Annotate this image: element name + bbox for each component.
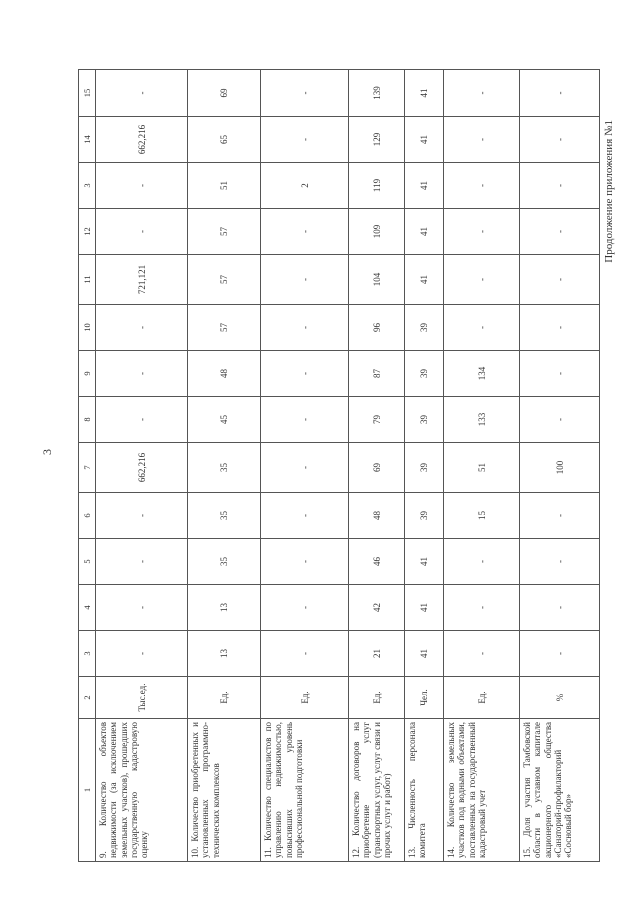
header-cell: 15 [79, 70, 96, 117]
value-cell: 42 [349, 585, 405, 631]
value-cell: 45 [188, 397, 261, 443]
value-cell: - [96, 539, 188, 585]
unit-cell: Ед. [188, 677, 261, 719]
table-row [261, 70, 349, 862]
value-cell: 51 [188, 163, 261, 209]
value-cell: - [520, 631, 600, 677]
value-cell: - [96, 493, 188, 539]
value-cell: 129 [349, 117, 405, 163]
value-cell: - [96, 631, 188, 677]
header-cell: 10 [79, 305, 96, 351]
value-cell: 13 [188, 631, 261, 677]
value-cell: 104 [349, 255, 405, 305]
value-cell: 41 [405, 255, 444, 305]
value-cell: 21 [349, 631, 405, 677]
header-cell: 2 [79, 677, 96, 719]
indicator-name: 10. Количество приобретенных и установленных программно-технических комплексов [188, 719, 261, 862]
value-cell: - [261, 305, 349, 351]
unit-cell: Тыс.ед. [96, 677, 188, 719]
value-cell: - [444, 631, 520, 677]
value-cell: 41 [405, 163, 444, 209]
value-cell: 65 [188, 117, 261, 163]
value-cell: - [520, 117, 600, 163]
table-row [96, 70, 188, 862]
value-cell: - [444, 585, 520, 631]
value-cell: - [261, 70, 349, 117]
value-cell: 133 [444, 397, 520, 443]
value-cell: 15 [444, 493, 520, 539]
value-cell: 662,216 [96, 443, 188, 493]
value-cell: - [261, 397, 349, 443]
page-number: 3 [40, 449, 54, 455]
value-cell: 41 [405, 631, 444, 677]
value-cell: 39 [405, 397, 444, 443]
value-cell: 41 [405, 70, 444, 117]
value-cell: - [96, 397, 188, 443]
value-cell: - [520, 305, 600, 351]
value-cell: 41 [405, 117, 444, 163]
value-cell: - [444, 70, 520, 117]
value-cell: - [261, 351, 349, 397]
value-cell: - [444, 255, 520, 305]
indicator-name: 9. Количество объектов недвижимости (за исключением земельных участков), прошедших государственную кадастровую оценку [96, 719, 188, 862]
value-cell: 139 [349, 70, 405, 117]
indicator-name: 13. Численность персонала комитета [405, 719, 444, 862]
appendix-caption: Продолжение приложения №1 [603, 120, 615, 263]
value-cell: 51 [444, 443, 520, 493]
value-cell: 39 [405, 443, 444, 493]
value-cell: 79 [349, 397, 405, 443]
header-cell: 6 [79, 493, 96, 539]
rotated-table-container [78, 70, 582, 862]
value-cell: - [444, 305, 520, 351]
value-cell: 41 [405, 209, 444, 255]
header-cell: 12 [79, 209, 96, 255]
indicator-name: 14. Количество земельных участков под водными объектами, поставленных на государственный кадастровый учет [444, 719, 520, 862]
value-cell: 57 [188, 255, 261, 305]
value-cell: - [444, 209, 520, 255]
value-cell: 662,216 [96, 117, 188, 163]
header-cell: 11 [79, 255, 96, 305]
value-cell: 46 [349, 539, 405, 585]
value-cell: - [261, 117, 349, 163]
value-cell: 96 [349, 305, 405, 351]
value-cell: - [261, 443, 349, 493]
value-cell: 39 [405, 351, 444, 397]
value-cell: 35 [188, 493, 261, 539]
indicator-name: 11. Количество специалистов по управлению недвижимостью, повысивших уровень профессиональной подготовки [261, 719, 349, 862]
value-cell: 119 [349, 163, 405, 209]
value-cell: 41 [405, 539, 444, 585]
value-cell: - [520, 209, 600, 255]
header-cell: 4 [79, 585, 96, 631]
value-cell: 69 [188, 70, 261, 117]
unit-cell: Ед. [261, 677, 349, 719]
unit-cell: Ед. [349, 677, 405, 719]
value-cell: - [261, 209, 349, 255]
table-row [188, 70, 261, 862]
value-cell: - [96, 163, 188, 209]
value-cell: 41 [405, 585, 444, 631]
header-cell: 5 [79, 539, 96, 585]
value-cell: 721,121 [96, 255, 188, 305]
value-cell: 87 [349, 351, 405, 397]
value-cell: - [261, 631, 349, 677]
value-cell: - [96, 70, 188, 117]
value-cell: - [444, 163, 520, 209]
header-cell: 8 [79, 397, 96, 443]
value-cell: 35 [188, 539, 261, 585]
value-cell: 109 [349, 209, 405, 255]
value-cell: - [520, 70, 600, 117]
value-cell: - [96, 585, 188, 631]
value-cell: - [261, 539, 349, 585]
value-cell: 48 [349, 493, 405, 539]
value-cell: 35 [188, 443, 261, 493]
value-cell: - [96, 209, 188, 255]
value-cell: - [520, 539, 600, 585]
unit-cell: Ед. [444, 677, 520, 719]
value-cell: - [261, 493, 349, 539]
value-cell: - [520, 397, 600, 443]
table-row [349, 70, 405, 862]
value-cell: - [96, 351, 188, 397]
unit-cell: % [520, 677, 600, 719]
value-cell: 134 [444, 351, 520, 397]
value-cell: 39 [405, 493, 444, 539]
value-cell: 57 [188, 305, 261, 351]
value-cell: - [520, 255, 600, 305]
value-cell: - [520, 163, 600, 209]
value-cell: 13 [188, 585, 261, 631]
value-cell: - [96, 305, 188, 351]
indicator-name: 12. Количество договоров на приобретение услуг (транспортных услуг, услуг связи и прочих услуг и работ) [349, 719, 405, 862]
value-cell: - [520, 493, 600, 539]
header-cell: 1 [79, 719, 96, 862]
value-cell: - [444, 117, 520, 163]
value-cell: 100 [520, 443, 600, 493]
value-cell: 48 [188, 351, 261, 397]
value-cell: - [444, 539, 520, 585]
data-table [78, 69, 600, 862]
header-cell: 9 [79, 351, 96, 397]
header-cell: 14 [79, 117, 96, 163]
indicator-name: 15. Доля участия Тамбовской области в уставном капитале акционерного общества «Санаторий-профилакторий «Сосновый бор» [520, 719, 600, 862]
value-cell: - [261, 255, 349, 305]
value-cell: - [520, 585, 600, 631]
table-row [405, 70, 444, 862]
table-row [444, 70, 520, 862]
value-cell: 2 [261, 163, 349, 209]
value-cell: 39 [405, 305, 444, 351]
header-cell: 3 [79, 631, 96, 677]
value-cell: 69 [349, 443, 405, 493]
value-cell: - [261, 585, 349, 631]
header-cell: 3 [79, 163, 96, 209]
unit-cell: Чел. [405, 677, 444, 719]
value-cell: 57 [188, 209, 261, 255]
header-cell: 7 [79, 443, 96, 493]
value-cell: - [520, 351, 600, 397]
table-header-row [79, 70, 96, 862]
table-row [520, 70, 600, 862]
